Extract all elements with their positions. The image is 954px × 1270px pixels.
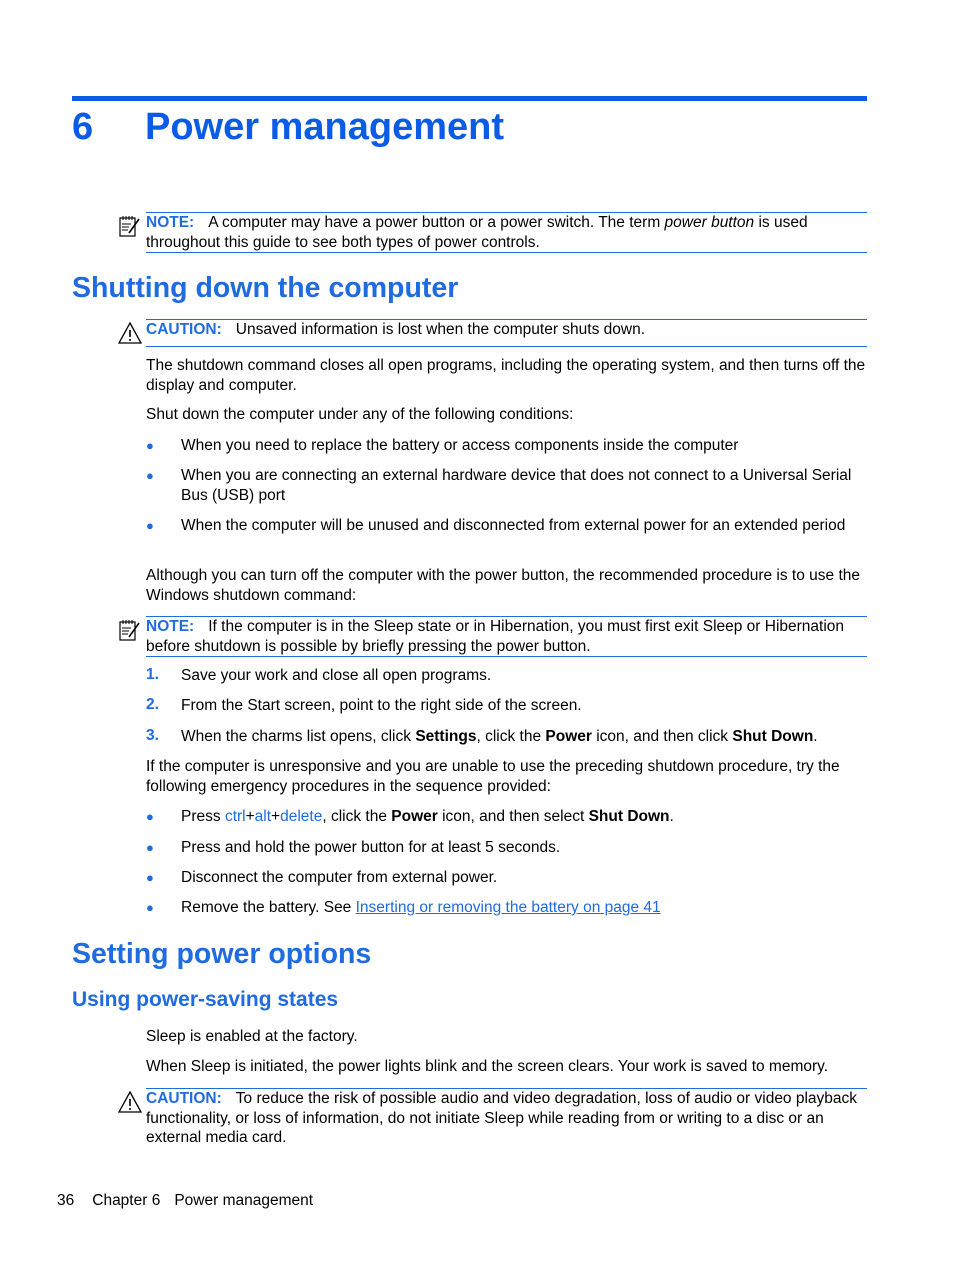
note-label: NOTE: bbox=[146, 618, 195, 635]
subsection-heading-power-saving: Using power-saving states bbox=[72, 988, 339, 1011]
note-pad-icon bbox=[118, 618, 142, 642]
note-pad-icon bbox=[118, 214, 142, 238]
section-heading-shutting-down: Shutting down the computer bbox=[72, 272, 459, 304]
step-number: 1. bbox=[146, 666, 159, 683]
power-term: Power bbox=[545, 728, 592, 745]
bullet-icon: ● bbox=[146, 438, 154, 453]
section-heading-power-options: Setting power options bbox=[72, 938, 372, 970]
list-item bbox=[181, 807, 867, 827]
step-text bbox=[181, 727, 867, 747]
step-number: 3. bbox=[146, 727, 159, 744]
plus-sign: + bbox=[271, 808, 281, 825]
chapter-rule bbox=[72, 96, 867, 101]
caution-box bbox=[146, 319, 867, 347]
bullet-icon: ● bbox=[146, 840, 154, 855]
step-text-part: . bbox=[813, 728, 818, 745]
paragraph: Although you can turn off the computer with the power button, the recommended procedure is to use the Windows shutdown command: bbox=[146, 567, 861, 604]
caution-label: CAUTION: bbox=[146, 321, 222, 338]
page-footer bbox=[57, 1192, 331, 1210]
item-text-part: . bbox=[669, 808, 674, 825]
paragraph: When Sleep is initiated, the power lights blink and the screen clears. Your work is saved to memory. bbox=[146, 1058, 829, 1075]
note-text: If the computer is in the Sleep state or in Hibernation, you must first exit Sleep or Hibernation before shutdown is possible by briefly pressing the power button. bbox=[146, 618, 845, 655]
item-text-part: , click the bbox=[322, 808, 392, 825]
battery-page-link[interactable]: Inserting or removing the battery on page 41 bbox=[355, 899, 661, 916]
step-text: From the Start screen, point to the right side of the screen. bbox=[181, 697, 582, 714]
step-text-part: , click the bbox=[476, 728, 546, 745]
item-text-part: Remove the battery. See bbox=[181, 899, 356, 916]
item-text-part: icon, and then select bbox=[437, 808, 589, 825]
bullet-icon: ● bbox=[146, 468, 154, 483]
shut-down-term: Shut Down bbox=[588, 808, 670, 825]
note-box bbox=[146, 212, 867, 253]
plus-sign: + bbox=[245, 808, 255, 825]
note-text-a: A computer may have a power button or a power switch. The term bbox=[208, 214, 665, 231]
list-item bbox=[181, 898, 867, 918]
step-number: 2. bbox=[146, 696, 159, 713]
warning-triangle-icon bbox=[118, 1090, 142, 1114]
note-text-em: power button bbox=[664, 214, 755, 231]
caution-text: Unsaved information is lost when the computer shuts down. bbox=[235, 321, 646, 338]
shut-down-term: Shut Down bbox=[732, 728, 814, 745]
page-number: 36 bbox=[57, 1192, 75, 1209]
chapter-title bbox=[72, 106, 504, 149]
caution-box bbox=[146, 1088, 867, 1148]
bullet-icon: ● bbox=[146, 900, 154, 915]
bullet-icon: ● bbox=[146, 809, 154, 824]
note-text-b: is used throughout this guide to see both types of power controls. bbox=[146, 214, 808, 251]
chapter-title-text: Power management bbox=[145, 106, 504, 148]
power-term: Power bbox=[391, 808, 438, 825]
bullet-icon: ● bbox=[146, 870, 154, 885]
key-alt: alt bbox=[254, 808, 272, 825]
warning-triangle-icon bbox=[118, 321, 142, 345]
settings-term: Settings bbox=[415, 728, 477, 745]
list-item: Press and hold the power button for at least 5 seconds. bbox=[181, 839, 561, 856]
list-item: When the computer will be unused and disconnected from external power for an extended period bbox=[181, 517, 846, 534]
footer-chapter: Chapter 6 bbox=[92, 1192, 161, 1209]
key-ctrl: ctrl bbox=[224, 808, 246, 825]
paragraph: Sleep is enabled at the factory. bbox=[146, 1028, 358, 1045]
note-label: NOTE: bbox=[146, 214, 195, 231]
step-text: Save your work and close all open programs. bbox=[181, 667, 492, 684]
footer-title: Power management bbox=[174, 1192, 314, 1209]
caution-label: CAUTION: bbox=[146, 1090, 222, 1107]
caution-text: To reduce the risk of possible audio and video degradation, loss of audio or video playback functionality, or loss of information, do not initiate Sleep while reading from or writing to a disc or an external media card. bbox=[146, 1090, 858, 1146]
list-item: Disconnect the computer from external power. bbox=[181, 869, 498, 886]
key-delete: delete bbox=[280, 808, 323, 825]
step-text-part: icon, and then click bbox=[591, 728, 733, 745]
item-text-part: Press bbox=[181, 808, 225, 825]
paragraph: If the computer is unresponsive and you are unable to use the preceding shutdown procedure, try the following emergency procedures in the sequence provided: bbox=[146, 758, 840, 795]
list-item: When you need to replace the battery or access components inside the computer bbox=[181, 437, 739, 454]
chapter-number: 6 bbox=[72, 106, 94, 148]
bullet-icon: ● bbox=[146, 518, 154, 533]
step-text-part: When the charms list opens, click bbox=[181, 728, 416, 745]
paragraph: Shut down the computer under any of the following conditions: bbox=[146, 406, 574, 423]
list-item: When you are connecting an external hardware device that does not connect to a Universal Serial Bus (USB) port bbox=[181, 467, 852, 504]
paragraph: The shutdown command closes all open programs, including the operating system, and then turns off the display and computer. bbox=[146, 357, 866, 394]
note-box bbox=[146, 616, 867, 657]
